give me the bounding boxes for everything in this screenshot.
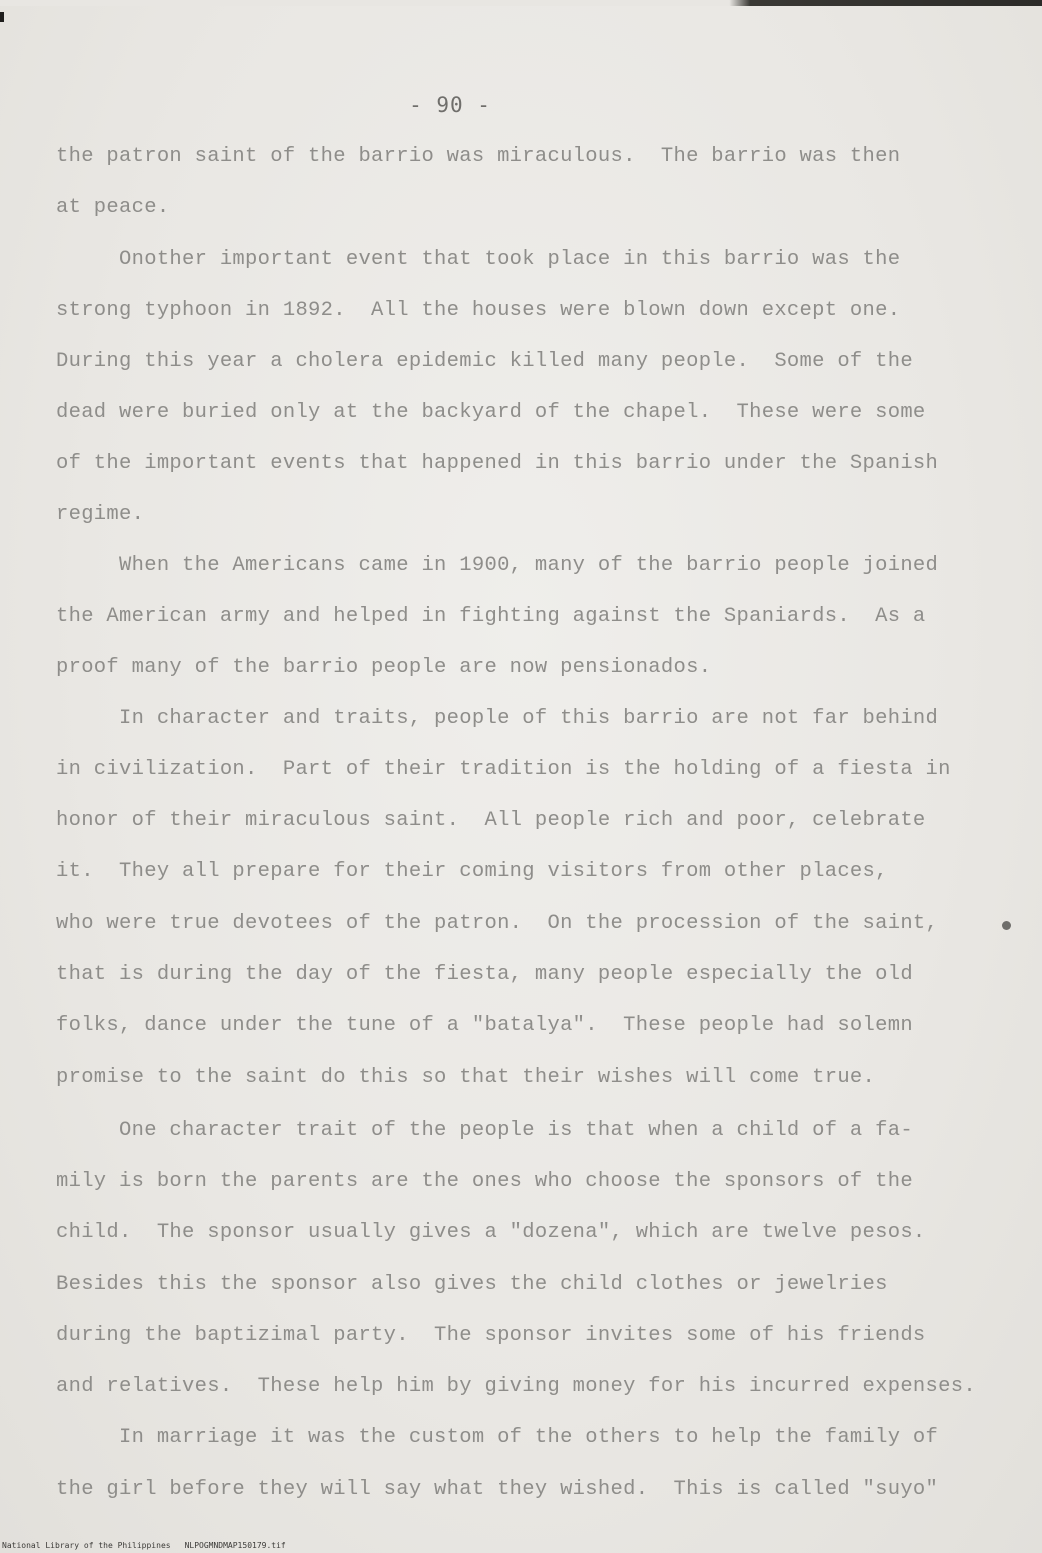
text-line: proof many of the barrio people are now pensionados. — [56, 656, 712, 679]
scan-mark — [0, 12, 4, 22]
footer-library: National Library of the Philippines — [2, 1541, 171, 1550]
footer-file: NLPOGMNDMAP150179.tif — [184, 1541, 286, 1550]
text-line: of the important events that happened in this barrio under the Spanish — [56, 452, 939, 475]
text-line: that is during the day of the fiesta, many people especially the old — [56, 963, 913, 986]
text-line: at peace. — [56, 196, 170, 219]
text-line: it. They all prepare for their coming visitors from other places, — [56, 860, 888, 883]
text-line: When the Americans came in 1900, many of the barrio people joined — [56, 554, 939, 577]
text-line: strong typhoon in 1892. All the houses were blown down except one. — [56, 299, 901, 322]
text-line: the American army and helped in fighting against the Spaniards. As a — [56, 605, 926, 628]
text-line: during the baptizimal party. The sponsor invites some of his friends — [56, 1324, 926, 1347]
text-line: child. The sponsor usually gives a "dozena", which are twelve pesos. — [56, 1221, 926, 1244]
page-number: - 90 - — [409, 93, 491, 117]
text-line: the patron saint of the barrio was miraculous. The barrio was then — [56, 145, 901, 168]
text-line: regime. — [56, 503, 145, 526]
text-line: who were true devotees of the patron. On the procession of the saint, — [56, 912, 939, 935]
text-line: One character trait of the people is that when a child of a fa- — [56, 1119, 913, 1142]
text-line: promise to the saint do this so that their wishes will come true. — [56, 1066, 876, 1089]
text-line: In character and traits, people of this barrio are not far behind — [56, 707, 939, 730]
text-line: folks, dance under the tune of a "batalya". These people had solemn — [56, 1014, 913, 1037]
scan-edge — [0, 0, 1042, 6]
ink-spot — [1002, 921, 1011, 930]
text-line: in civilization. Part of their tradition is the holding of a fiesta in — [56, 758, 951, 781]
text-line: In marriage it was the custom of the others to help the family of — [56, 1426, 939, 1449]
scan-footer — [2, 1541, 300, 1550]
text-line: Besides this the sponsor also gives the child clothes or jewelries — [56, 1273, 888, 1296]
text-line: mily is born the parents are the ones who choose the sponsors of the — [56, 1170, 913, 1193]
text-line: and relatives. These help him by giving money for his incurred expenses. — [56, 1375, 976, 1398]
text-line: honor of their miraculous saint. All people rich and poor, celebrate — [56, 809, 926, 832]
text-line: dead were buried only at the backyard of the chapel. These were some — [56, 401, 926, 424]
text-line: the girl before they will say what they wished. This is called "suyo" — [56, 1478, 939, 1501]
text-line: Onother important event that took place in this barrio was the — [56, 248, 901, 271]
text-line: During this year a cholera epidemic killed many people. Some of the — [56, 350, 913, 373]
